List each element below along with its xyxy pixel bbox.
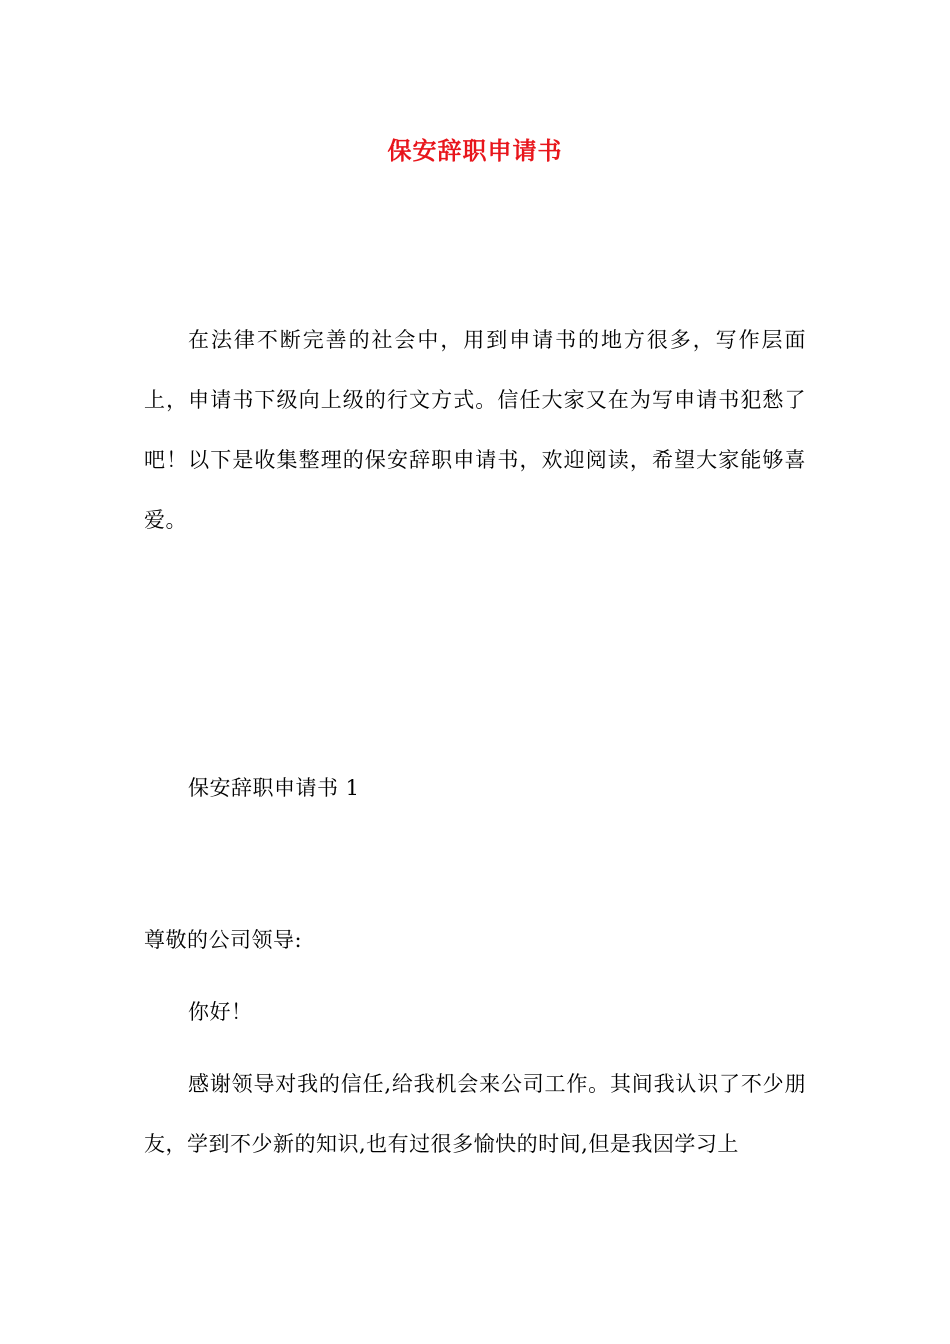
intro-paragraph: 在法律不断完善的社会中，用到申请书的地方很多，写作层面上，申请书下级向上级的行文方式。信任大家又在为写申请书犯愁了吧！以下是收集整理的保安辞职申请书，欢迎阅读，希望大家能够喜爱。: [144, 328, 806, 532]
salutation: 尊敬的公司领导:: [144, 928, 303, 952]
body-paragraph: 感谢领导对我的信任,给我机会来公司工作。其间我认识了不少朋友，学到不少新的知识,也有过很多愉快的时间,但是我因学习上: [144, 1072, 806, 1156]
greeting: 你好！: [188, 1000, 253, 1024]
page-title: 保安辞职申请书: [387, 136, 563, 165]
section-heading: 保安辞职申请书 1: [188, 776, 360, 800]
